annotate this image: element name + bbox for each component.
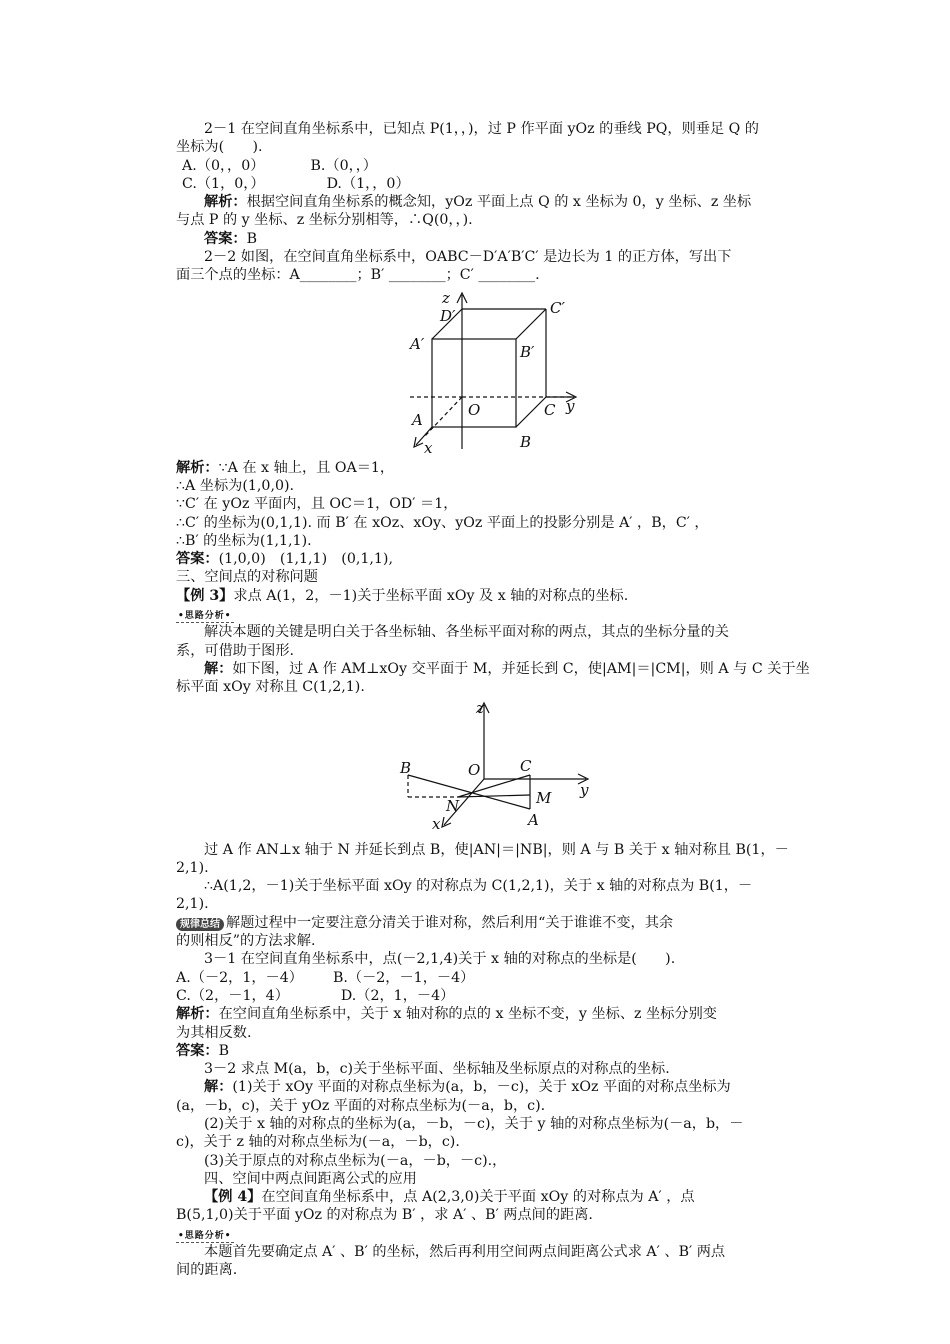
label-c: C bbox=[544, 400, 556, 419]
symmetry-diagram bbox=[396, 699, 616, 839]
problem-2-2-solution-line3: ∵C′ 在 yOz 平面内，且 OC＝1，OD′ ＝1， bbox=[176, 496, 458, 513]
answer-label: 答案： bbox=[176, 551, 219, 568]
example-3-analysis-line2: 系，可借助于图形. bbox=[176, 642, 295, 659]
solution-text: 在空间直角坐标系中，关于 x 轴对称的点的 x 坐标不变，y 坐标、z 坐标分别变 bbox=[218, 1006, 717, 1023]
solution-text: ∵A 在 x 轴上，且 OA＝1， bbox=[218, 459, 395, 476]
label-y: y bbox=[566, 396, 575, 415]
label-m: M bbox=[536, 788, 552, 807]
label-d-prime: D′ bbox=[440, 306, 456, 325]
label-c: C bbox=[520, 756, 532, 775]
label-x: x bbox=[424, 438, 433, 457]
rule-summary-line2: 的则相反”的方法求解. bbox=[176, 933, 316, 950]
problem-3-2-solution-line3: (2)关于 x 轴的对称点的坐标为(a，－b，－c)，关于 y 轴的对称点坐标为(－a，b，－ bbox=[204, 1115, 744, 1132]
example-3-text-line4: 2,1). bbox=[176, 896, 209, 913]
example-3-text-line2: 2,1). bbox=[176, 859, 209, 876]
example-text: 求点 A(1，2，－1)关于坐标平面 xOy 及 x 轴的对称点的坐标. bbox=[233, 587, 629, 604]
option-a: A.（0，，0） bbox=[182, 157, 265, 174]
analysis-tag-row bbox=[176, 1225, 810, 1243]
problem-3-1-options-cd bbox=[176, 987, 810, 1005]
example-3-text-line1: 过 A 作 AN⊥x 轴于 N 并延长到点 B，使|AN|＝|NB|，则 A 与 B 关于 x 轴对称且 B(1，－ bbox=[204, 841, 789, 858]
option-c: C.（2，－1，4） bbox=[176, 987, 289, 1004]
example-4-line2: B(5,1,0)关于平面 yOz 的对称点为 B′ ，求 A′ 、B′ 两点间的距离. bbox=[176, 1207, 593, 1224]
problem-2-1-options-ab bbox=[176, 157, 810, 175]
label-o: O bbox=[468, 760, 481, 779]
problem-2-1-solution-line2: 与点 P 的 y 坐标、z 坐标分别相等，∴Q(0，，). bbox=[176, 212, 473, 229]
problem-2-2-question-line2: 面三个点的坐标：A________；B′ ________；C′ ________. bbox=[176, 267, 540, 284]
problem-3-1-answer bbox=[176, 1042, 810, 1060]
example-3 bbox=[176, 587, 810, 605]
problem-3-2-solution-line2: (a，－b，c)，关于 yOz 平面的对称点坐标为(－a，b，c). bbox=[176, 1097, 546, 1114]
solution-label: 解析： bbox=[176, 1006, 219, 1023]
solution-text: 根据空间直角坐标系的概念知，yOz 平面上点 Q 的 x 坐标为 0，y 坐标、z 坐标 bbox=[246, 194, 752, 211]
problem-3-1-options-ab bbox=[176, 969, 810, 987]
answer-value: B bbox=[246, 230, 258, 247]
label-a-prime: A′ bbox=[410, 334, 425, 353]
example-3-solution-line2: 标平面 xOy 对称且 C(1,2,1). bbox=[176, 679, 365, 696]
problem-3-2-question: 3－2 求点 M(a，b，c)关于坐标平面、坐标轴及坐标原点的对称点的坐标. bbox=[204, 1061, 670, 1078]
example-text: 在空间直角坐标系中，点 A(2,3,0)关于平面 xOy 的对称点为 A′ ，点 bbox=[261, 1189, 695, 1206]
label-z: z bbox=[476, 698, 484, 717]
answer-value: (1,0,0) (1,1,1) (0,1,1), bbox=[218, 551, 393, 568]
problem-2-2-answer bbox=[176, 550, 810, 568]
example-4-line1 bbox=[176, 1188, 810, 1206]
problem-2-1-question-line2: 坐标为( ). bbox=[176, 139, 263, 156]
example-3-solution-line1 bbox=[176, 660, 810, 678]
example-4-analysis-line2: 间的距离. bbox=[176, 1262, 238, 1279]
problem-2-2-solution-line2: ∴A 坐标为(1,0,0). bbox=[176, 477, 295, 494]
label-b-prime: B′ bbox=[520, 342, 535, 361]
label-b: B bbox=[520, 432, 532, 451]
section-4-heading: 四、空间中两点间距离公式的应用 bbox=[204, 1170, 417, 1187]
answer-label: 答案： bbox=[204, 230, 247, 247]
label-x: x bbox=[432, 814, 441, 833]
solution-text: 如下图，过 A 作 AM⊥xOy 交平面于 M，并延长到 C，使|AM|＝|CM|，则 A 与 C 关于坐 bbox=[232, 660, 810, 677]
problem-3-1-solution-line2: 为其相反数. bbox=[176, 1024, 252, 1041]
problem-3-2-solution-line5: (3)关于原点的对称点坐标为(－a，－b，－c).， bbox=[204, 1152, 507, 1169]
option-d: D.（1，，0） bbox=[326, 175, 410, 192]
rule-summary-text: 解题过程中一定要注意分清关于谁对称，然后利用“关于谁谁不变，其余 bbox=[226, 914, 674, 931]
label-c-prime: C′ bbox=[550, 298, 565, 317]
problem-3-2-solution-line1 bbox=[176, 1078, 810, 1096]
problem-2-1-question-line1: 2－1 在空间直角坐标系中，已知点 P(1，，)，过 P 作平面 yOz 的垂线 PQ，则垂足 Q 的 bbox=[204, 121, 759, 137]
problem-2-1-answer bbox=[176, 230, 810, 248]
rule-summary-line1 bbox=[176, 914, 810, 932]
problem-2-2-solution-line4: ∴C′ 的坐标为(0,1,1). 而 B′ 在 xOz、xOy、yOz 平面上的投影分别是 A′ ，B，C′ ， bbox=[176, 514, 709, 531]
option-d: D.（2，1，－4） bbox=[340, 987, 455, 1004]
label-z: z bbox=[442, 288, 450, 307]
example-label: 【例 3】 bbox=[176, 587, 234, 604]
label-o: O bbox=[468, 400, 481, 419]
example-4-analysis-line1: 本题首先要确定点 A′ 、B′ 的坐标，然后再利用空间两点间距离公式求 A′ 、B′ 两点 bbox=[204, 1244, 726, 1261]
document-content bbox=[176, 120, 810, 1280]
problem-3-2-solution-line4: c)，关于 z 轴的对称点坐标为(－a，－b，c). bbox=[176, 1134, 460, 1151]
solution-label: 解： bbox=[204, 660, 233, 677]
rule-summary-badge: 规律总结 bbox=[176, 918, 224, 931]
problem-2-1-solution-line1 bbox=[176, 193, 810, 211]
section-3-heading: 三、空间点的对称问题 bbox=[176, 569, 318, 586]
symmetry-figure bbox=[396, 699, 810, 839]
cube-figure bbox=[406, 287, 810, 457]
option-c: C.（1，0，） bbox=[182, 175, 265, 192]
label-y: y bbox=[580, 780, 589, 799]
problem-2-1-options-cd bbox=[176, 175, 810, 193]
solution-label: 解析： bbox=[204, 194, 247, 211]
option-a: A.（－2，1，－4） bbox=[176, 969, 303, 986]
problem-3-1-solution-line1 bbox=[176, 1005, 810, 1023]
label-n: N bbox=[446, 796, 460, 815]
analysis-tag: •思路分析• bbox=[178, 611, 232, 622]
analysis-tag: •思路分析• bbox=[178, 1230, 232, 1241]
solution-label: 解： bbox=[204, 1079, 233, 1096]
solution-text: (1)关于 xOy 平面的对称点坐标为(a，b，－c)，关于 xOz 平面的对称点坐标为 bbox=[232, 1079, 731, 1096]
option-b: B.（0，，） bbox=[310, 157, 377, 174]
problem-2-2-solution-line5: ∴B′ 的坐标为(1,1,1). bbox=[176, 532, 312, 549]
analysis-tag-row bbox=[176, 605, 810, 623]
problem-2-2-solution-line1 bbox=[176, 459, 810, 477]
label-a: A bbox=[412, 410, 423, 429]
problem-3-1-question: 3－1 在空间直角坐标系中，点(－2,1,4)关于 x 轴的对称点的坐标是( ). bbox=[204, 951, 676, 968]
example-3-text-line3: ∴A(1,2，－1)关于坐标平面 xOy 的对称点为 C(1,2,1)，关于 x 轴的对称点为 B(1，－ bbox=[204, 878, 753, 895]
solution-label: 解析： bbox=[176, 459, 219, 476]
label-b: B bbox=[400, 758, 412, 777]
answer-value: B bbox=[218, 1042, 230, 1059]
option-b: B.（－2，－1，－4） bbox=[332, 969, 475, 986]
problem-2-2-question-line1: 2－2 如图，在空间直角坐标系中，OABC－D′A′B′C′ 是边长为 1 的正方体，写出下 bbox=[204, 249, 732, 266]
answer-label: 答案： bbox=[176, 1042, 219, 1059]
example-label: 【例 4】 bbox=[204, 1189, 262, 1206]
example-3-analysis-line1: 解决本题的关键是明白关于各坐标轴、各坐标平面对称的两点，其点的坐标分量的关 bbox=[204, 624, 729, 641]
cube-diagram bbox=[406, 287, 586, 457]
label-a: A bbox=[528, 810, 539, 829]
